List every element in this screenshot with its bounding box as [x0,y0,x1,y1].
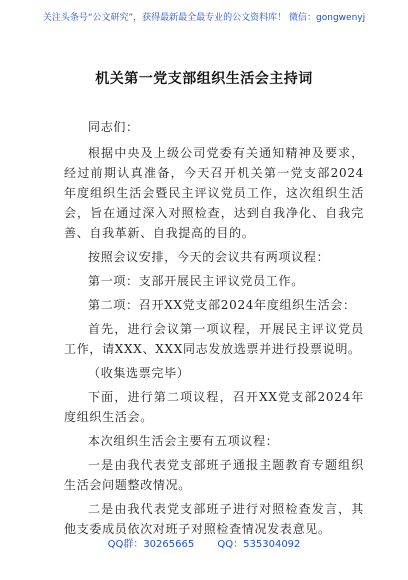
paragraph: 二是由我代表党支部班子进行对照检查发言，其他支委成员依次对班子对照检查情况发表意见。 [64,502,364,536]
footer-qq: QQ：535304092 [217,539,301,550]
document-title: 机关第一党支部组织生活会主持词 [95,71,313,87]
footer-qq-group: QQ群：30265665 [107,539,195,550]
paragraph: 本次组织生活会主要有五项议程： [88,434,279,448]
paragraph: 按照会议安排，今天的会议共有两项议程： [88,250,330,264]
header-promo-text: 关注头条号“公文研究”，获得最新最全最专业的公文资料库！ 微信：gongwenyj [42,13,366,23]
paragraph: 第一项：支部开展民主评议党员工作。 [88,274,304,288]
paragraph: 第二项：召开XX党支部2024年度组织生活会： [88,298,356,312]
paragraph: 下面，进行第二项议程，召开XX党支部2024年度组织生活会。 [64,390,364,424]
document-body [64,143,364,543]
paragraph: 首先，进行会议第一项议程，开展民主评议党员工作，请XXX、XXX同志发放选票并进行投票说明。 [64,322,364,356]
paragraph: 根据中央及上级公司党委有关通知精神及要求，经过前期认真准备，今天召开机关第一党支部2024年度组织生活会暨民主评议党员工作，这次组织生活会，旨在通过深入对照检查，达到自我净化、自我完善、自我革新、自我提高的目的。 [64,146,364,240]
paragraph: （收集选票完毕） [88,366,190,380]
greeting: 同志们： [88,120,139,134]
paragraph: 一是由我代表党支部班子通报主题教育专题组织生活会问题整改情况。 [64,458,364,492]
footer-contact [0,535,408,550]
